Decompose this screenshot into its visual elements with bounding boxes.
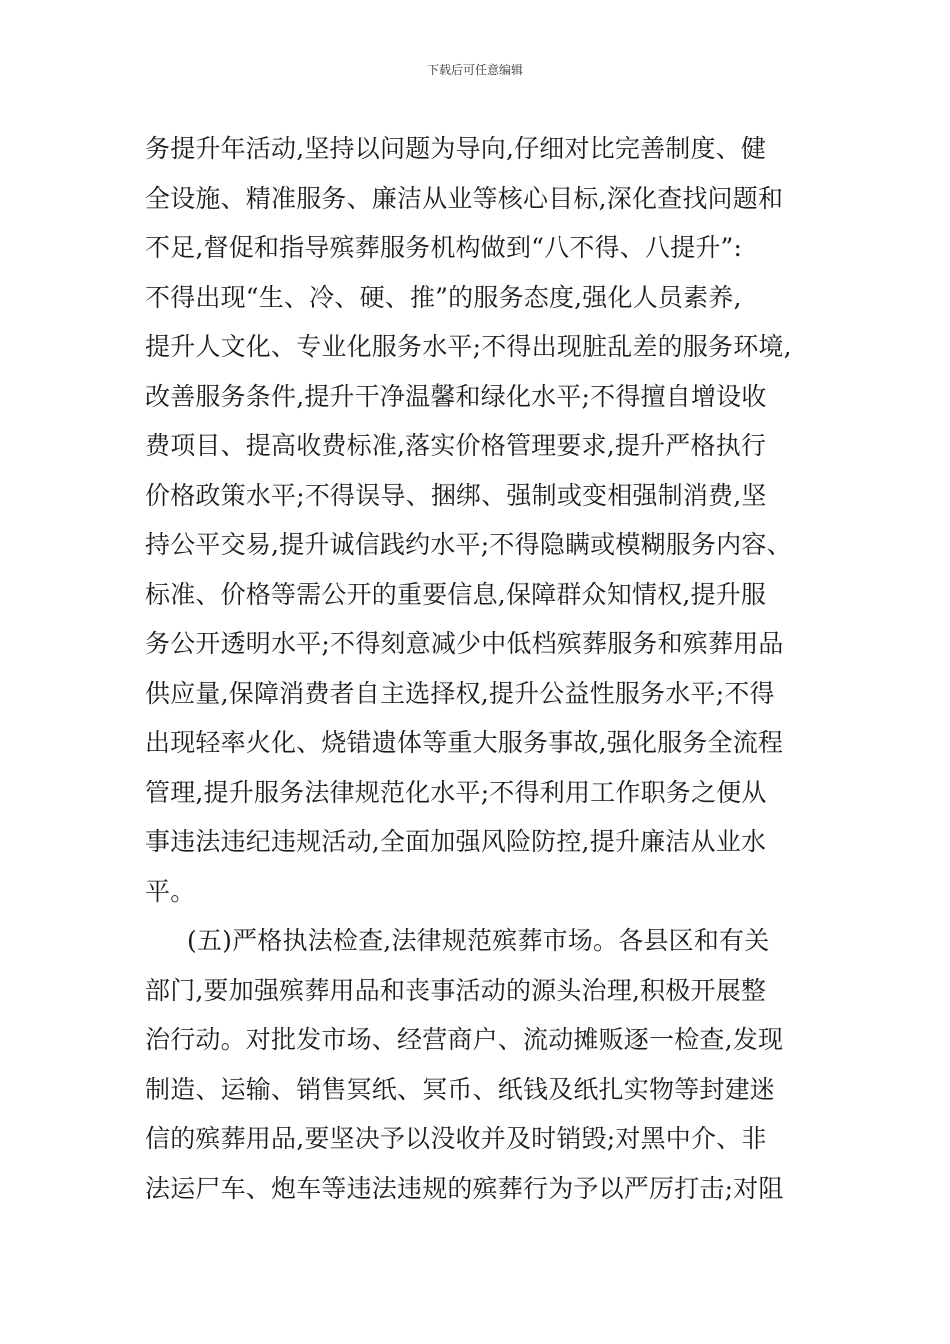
text-line: 不足,督促和指导殡葬服务机构做到“八不得、八提升”: [145,233,743,262]
text-line: 事违法违纪违规活动,全面加强风险防控,提升廉洁从业水 [145,827,767,856]
text-line: 标准、价格等需公开的重要信息,保障群众知情权,提升服 [145,579,767,609]
text-line: 管理,提升服务法律规范化水平;不得利用工作职务之便从 [145,777,767,807]
text-line: 治行动。对批发市场、经营商户、流动摊贩逐一检查,发现 [145,1025,784,1054]
text-line: 全设施、精准服务、廉洁从业等核心目标,深化查找问题和 [145,183,784,213]
page-header: 下载后可任意编辑 [426,63,523,77]
text-line: 不得出现“生、冷、硬、推”的服务态度,强化人员素养, [145,282,742,312]
text-line: 法运尸车、炮车等违法违规的殡葬行为予以严厉打击;对阻 [145,1173,784,1203]
paragraph-1 [145,124,810,916]
text-line: 供应量,保障消费者自主选择权,提升公益性服务水平;不得 [145,678,775,708]
document-body [145,124,810,1213]
text-line: 务公开透明水平;不得刻意减少中低档殡葬服务和殡葬用品 [145,629,784,658]
text-line-indented: (五)严格执法检查,法律规范殡葬市场。各县区和有关 [187,926,770,955]
text-line: 务提升年活动,坚持以问题为导向,仔细对比完善制度、健 [145,134,767,163]
text-line: 平。 [145,876,196,906]
text-line: 制造、运输、销售冥纸、冥币、纸钱及纸扎实物等封建迷 [145,1074,776,1104]
text-line: 出现轻率火化、烧错遗体等重大服务事故,强化服务全流程 [145,728,784,757]
text-line: 持公平交易,提升诚信践约水平;不得隐瞒或模糊服务内容、 [145,530,792,559]
text-line: 价格政策水平;不得误导、捆绑、强制或变相强制消费,坚 [145,480,767,510]
paragraph-2 [145,916,810,1213]
text-line: 费项目、提高收费标准,落实价格管理要求,提升严格执行 [145,431,767,460]
text-line: 提升人文化、专业化服务水平;不得出现脏乱差的服务环境, [145,332,792,361]
text-line: 改善服务条件,提升干净温馨和绿化水平;不得擅自增设收 [145,381,767,411]
text-line: 部门,要加强殡葬用品和丧事活动的源头治理,积极开展整 [145,975,767,1005]
text-line: 信的殡葬用品,要坚决予以没收并及时销毁;对黑中介、非 [145,1124,767,1153]
